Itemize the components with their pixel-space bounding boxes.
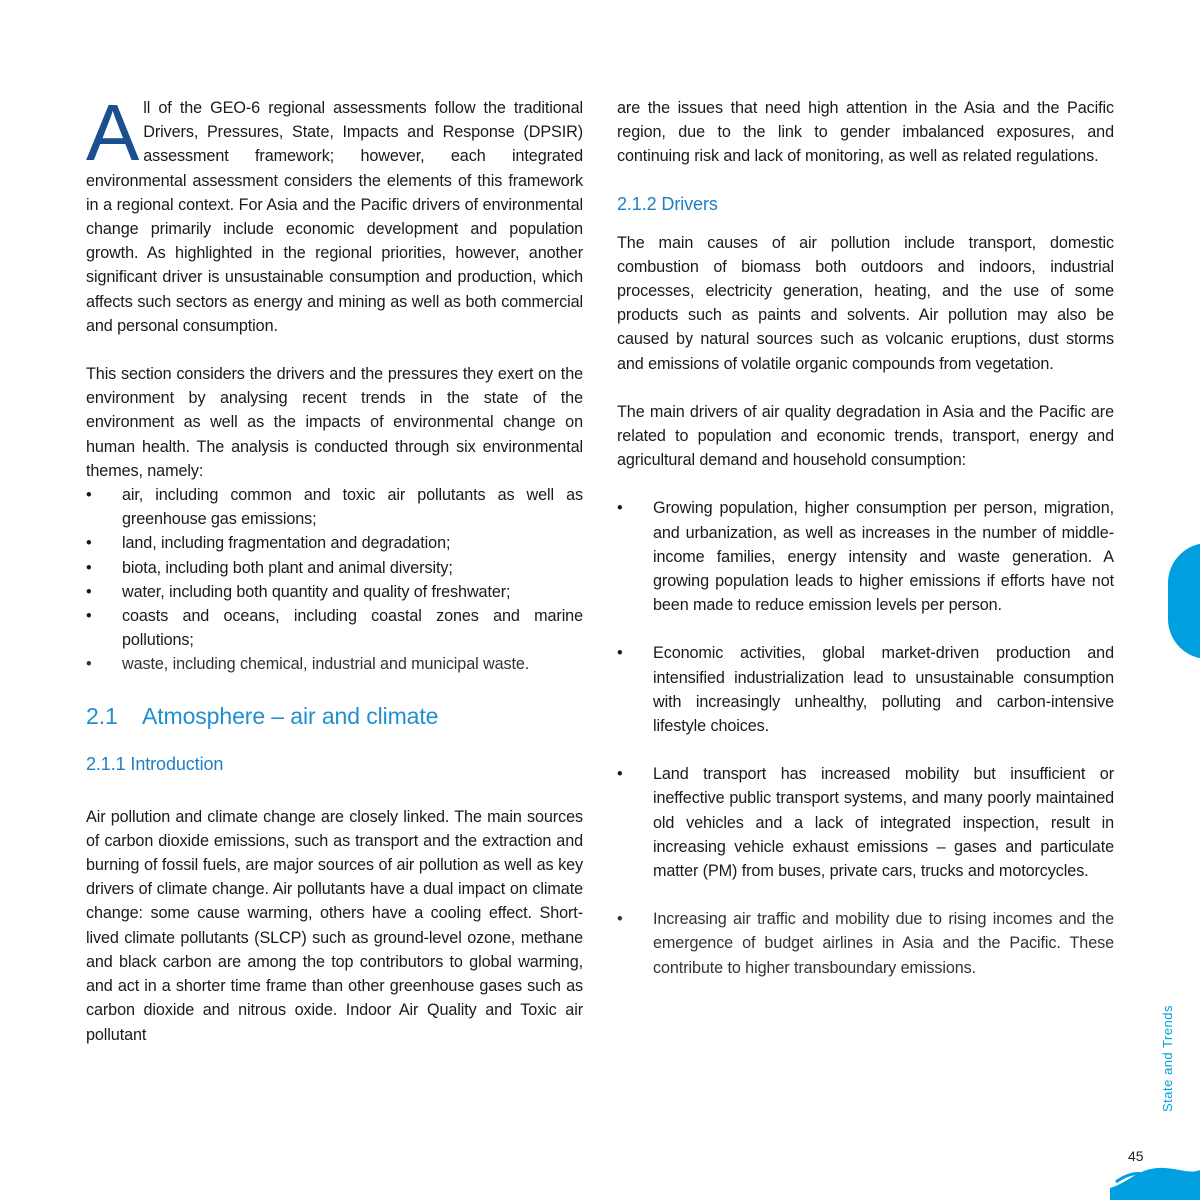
chapter-tab-shape xyxy=(1168,543,1200,659)
themes-paragraph: This section considers the drivers and the pressures they exert on the environment by analysing recent trends in the state of the environment as well as the impacts of environmental change on human health. The analysis is conducted through six environmental themes, namely: xyxy=(86,365,583,480)
continued-paragraph: are the issues that need high attention in the Asia and the Pacific region, due to the link to gender imbalanced exposures, and continuing risk and lack of monitoring, as well as related regulations. xyxy=(617,99,1114,166)
list-item: • Increasing air traffic and mobility due to rising incomes and the emergence of budget airlines in Asia and the Pacific. These contribute to higher transboundary emissions. xyxy=(617,907,1114,980)
drivers-list xyxy=(617,496,1114,979)
causes-paragraph: The main causes of air pollution include transport, domestic combustion of biomass both outdoors and indoors, industrial processes, electricity generation, heating, and the use of some products such as paints and solvents. Air pollution may also be caused by natural sources such as volcanic eruptions, dust storms and emissions of volatile organic compounds from vegetation. xyxy=(617,233,1114,373)
list-item: • air, including common and toxic air pollutants as well as greenhouse gas emissions; xyxy=(86,483,583,531)
bullet-icon: • xyxy=(86,534,92,553)
list-item: • water, including both quantity and quality of freshwater; xyxy=(86,580,583,604)
bullet-icon: • xyxy=(617,765,623,784)
intro-paragraph xyxy=(86,88,583,338)
section-number: 2.1 xyxy=(86,702,118,729)
right-column xyxy=(617,96,1114,980)
list-item: • coasts and oceans, including coastal zones and marine pollutions; xyxy=(86,604,583,652)
bullet-icon: • xyxy=(86,582,92,601)
introduction-paragraph: Air pollution and climate change are closely linked. The main sources of carbon dioxide emissions, such as transport and the extraction and burning of fossil fuels, are major sources of air pollution as well as key drivers of climate change. Air pollutants have a dual impact on climate change: some cause warming, others have a cooling effect. Short-lived climate pollutants (SLCP) such as ground-level ozone, methane and black carbon are among the top contributors to global warming, and act in a shorter time frame than other greenhouse gases such as carbon dioxide and nitrous oxide. Indoor Air Quality and Toxic air pollutant xyxy=(86,807,583,1044)
themes-list xyxy=(86,483,583,677)
subsection-heading-introduction: 2.1.1 Introduction xyxy=(86,753,224,774)
list-item: • waste, including chemical, industrial and municipal waste. xyxy=(86,652,583,676)
list-item: • Economic activities, global market-driven production and intensified industrialization lead to unsustainable consumption with increasingly unhealthy, polluting and carbon-intensive lifestyle choices. xyxy=(617,641,1114,738)
bullet-icon: • xyxy=(617,499,623,518)
section-title: Atmosphere – air and climate xyxy=(142,702,439,729)
bullet-icon: • xyxy=(86,486,92,505)
bullet-icon: • xyxy=(86,558,92,577)
bullet-icon: • xyxy=(86,607,92,626)
left-column xyxy=(86,88,583,1047)
list-item: • Land transport has increased mobility but insufficient or ineffective public transport systems, and many poorly maintained old vehicles and a lack of integrated inspection, result in increasing vehicle exhaust emissions – gases and particulate matter (PM) from buses, private cars, trucks and motorcycles. xyxy=(617,762,1114,883)
bullet-icon: • xyxy=(617,644,623,663)
intro-text: ll of the GEO-6 regional assessments follow the traditional Drivers, Pressures, State, Impacts and Response (DPSIR) assessment framework; however, each integrated environmental assessment considers the elements of this framework in a regional context. For Asia and the Pacific drivers of environmental change primarily include economic development and population growth. As highlighted in the regional priorities, however, another significant driver is unsustainable consumption and production, which affects such sectors as energy and mining as well as both commercial and personal consumption. xyxy=(86,99,583,335)
drop-cap: A xyxy=(86,88,140,177)
bullet-icon: • xyxy=(617,910,623,929)
chapter-side-label: State and Trends xyxy=(1160,1004,1175,1112)
list-item: • biota, including both plant and animal diversity; xyxy=(86,556,583,580)
page-number: 45 xyxy=(1128,1148,1144,1164)
section-heading xyxy=(86,701,583,731)
list-item: • Growing population, higher consumption per person, migration, and urbanization, as well as increases in the number of middle-income families, energy intensity and waste generation. A growing population leads to higher emissions if efforts have not been made to reduce emission levels per person. xyxy=(617,496,1114,617)
drivers-paragraph: The main drivers of air quality degradation in Asia and the Pacific are related to population and economic trends, transport, energy and agricultural demand and household consumption: xyxy=(617,402,1114,470)
wave-decoration-icon xyxy=(1110,1158,1200,1200)
subsection-heading-drivers: 2.1.2 Drivers xyxy=(617,193,718,214)
bullet-icon: • xyxy=(86,655,92,674)
list-item: • land, including fragmentation and degradation; xyxy=(86,531,583,555)
